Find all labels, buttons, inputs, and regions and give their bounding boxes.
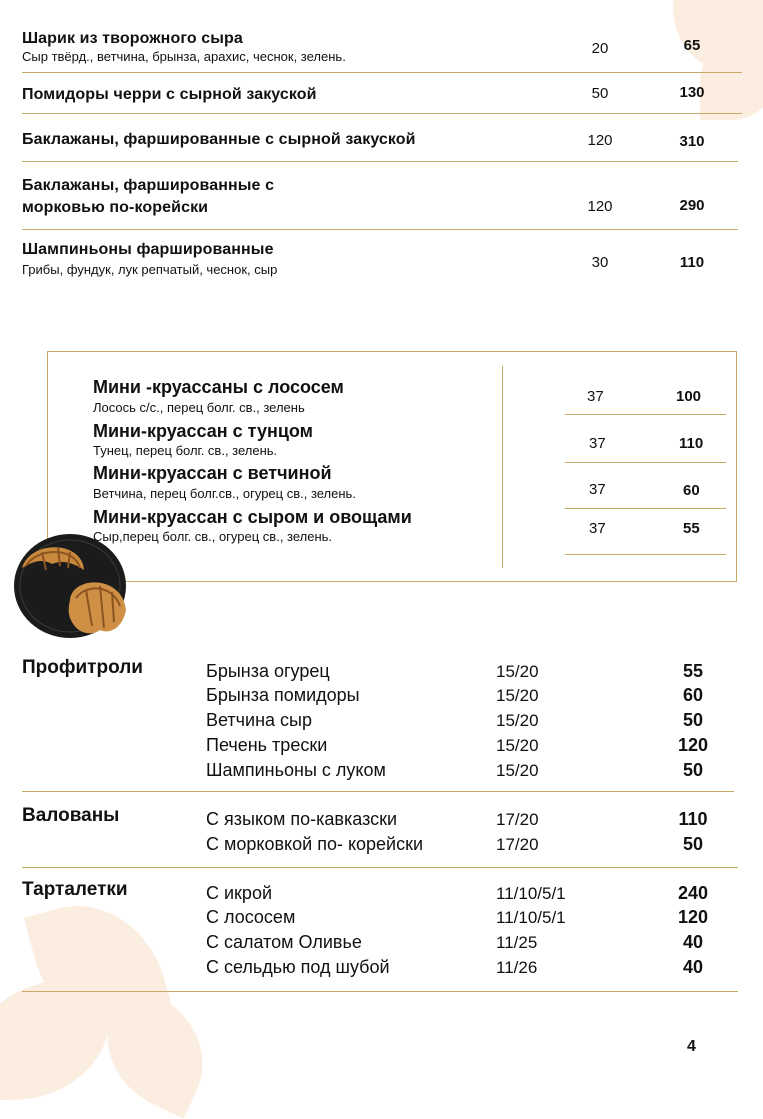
section-title: Профитроли	[22, 657, 143, 678]
item-name: Ветчина сыр	[206, 710, 312, 730]
item-price: 50	[682, 834, 704, 854]
divider	[565, 554, 726, 555]
section-title: Тарталетки	[22, 879, 128, 900]
item-weight: 11/25	[496, 933, 538, 952]
section-title: Валованы	[22, 805, 120, 826]
item-price: 60	[682, 685, 704, 705]
item-name: Мини-круассан с тунцом	[93, 421, 313, 441]
item-weight: 50	[591, 85, 609, 102]
item-price: 50	[682, 760, 704, 780]
item-weight: 120	[587, 198, 613, 215]
item-desc: Лосось с/с., перец болг. св., зелень	[93, 400, 305, 415]
divider	[22, 72, 742, 73]
divider	[565, 508, 726, 509]
item-price: 290	[679, 197, 705, 214]
item-price: 110	[679, 254, 705, 271]
item-weight: 37	[587, 388, 604, 405]
divider	[22, 791, 734, 792]
item-desc: Тунец, перец болг. св., зелень.	[93, 443, 278, 458]
item-weight: 15/20	[496, 711, 539, 730]
item-weight: 20	[591, 40, 609, 57]
divider	[22, 161, 738, 162]
divider	[565, 462, 726, 463]
item-weight: 37	[589, 481, 606, 498]
item-price: 310	[679, 133, 705, 150]
divider	[22, 229, 738, 230]
page-number: 4	[687, 1038, 696, 1055]
item-desc: Грибы, фундук, лук репчатый, чеснок, сыр	[22, 262, 278, 277]
item-name-line2: морковью по-корейски	[22, 199, 209, 216]
item-name: С языком по-кавказски	[206, 809, 398, 829]
item-weight: 15/20	[496, 686, 539, 705]
decor-petal-bottom-2	[0, 980, 110, 1100]
item-weight: 11/10/5/1	[496, 884, 566, 903]
item-name: Мини-круассан с сыром и овощами	[93, 507, 412, 527]
item-name: С лососем	[206, 907, 296, 927]
divider	[22, 991, 738, 992]
item-price: 60	[683, 482, 700, 499]
croissant-image	[12, 530, 132, 642]
divider	[22, 867, 738, 868]
item-name: С сельдью под шубой	[206, 957, 390, 977]
item-price: 110	[679, 435, 704, 452]
item-price: 55	[683, 520, 700, 537]
item-name: Брынза огурец	[206, 661, 330, 681]
item-weight: 37	[589, 520, 606, 537]
item-weight: 15/20	[496, 662, 539, 681]
item-name: С салатом Оливье	[206, 932, 362, 952]
item-price: 40	[682, 932, 704, 952]
item-weight: 15/20	[496, 736, 539, 755]
item-price: 40	[682, 957, 704, 977]
item-name: Мини -круассаны с лососем	[93, 377, 344, 397]
item-name: Баклажаны, фаршированные с	[22, 177, 275, 194]
item-price: 120	[677, 735, 709, 755]
item-price: 65	[683, 37, 701, 54]
item-price: 130	[679, 84, 705, 101]
item-weight: 120	[587, 132, 613, 149]
item-price: 50	[682, 710, 704, 730]
divider	[22, 113, 742, 114]
item-weight: 17/20	[496, 810, 539, 829]
item-name: Мини-круассан с ветчиной	[93, 463, 332, 483]
item-name: Шарик из творожного сыра	[22, 30, 243, 47]
item-desc: Сыр твёрд., ветчина, брынза, арахис, чеснок, зелень.	[22, 49, 346, 64]
item-weight: 37	[589, 435, 606, 452]
box-vertical-divider	[502, 366, 503, 568]
item-weight: 17/20	[496, 835, 539, 854]
item-price: 55	[682, 661, 704, 681]
item-price: 100	[676, 388, 702, 405]
item-price: 120	[677, 907, 709, 927]
item-name: Печень трески	[206, 735, 328, 755]
item-name: Помидоры черри с сырной закуской	[22, 86, 317, 103]
item-name: Брынза помидоры	[206, 685, 360, 705]
item-weight: 30	[591, 254, 609, 271]
item-price: 110	[678, 809, 708, 829]
item-name: Шампиньоны с луком	[206, 760, 386, 780]
item-weight: 15/20	[496, 761, 539, 780]
item-desc: Сыр,перец болг. св., огурец св., зелень.	[93, 529, 333, 544]
item-weight: 11/10/5/1	[496, 908, 566, 927]
item-name: Шампиньоны фаршированные	[22, 241, 274, 258]
divider	[565, 414, 726, 415]
item-name: С морковкой по- корейски	[206, 834, 424, 854]
item-price: 240	[677, 883, 709, 903]
item-name: С икрой	[206, 883, 273, 903]
item-name: Баклажаны, фаршированные с сырной закуской	[22, 131, 416, 148]
item-desc: Ветчина, перец болг.св., огурец св., зелень.	[93, 486, 356, 501]
item-weight: 11/26	[496, 958, 538, 977]
